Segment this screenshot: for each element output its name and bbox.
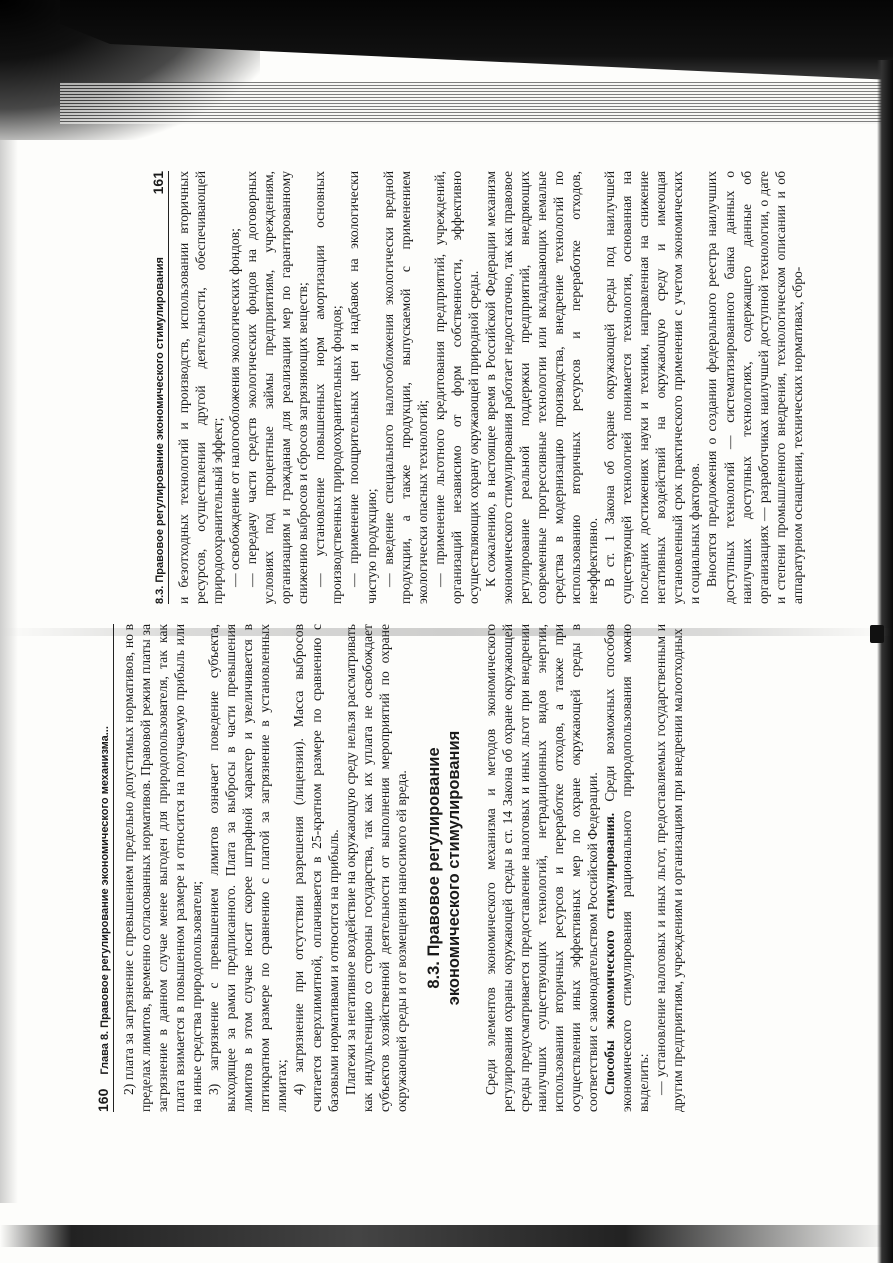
section-heading-line: 8.3. Правовое регулирование <box>424 747 443 989</box>
page-number-161: 161 <box>150 171 166 195</box>
section-running-title: 8.3. Правовое регулирование экономического стимулирования <box>154 257 166 604</box>
paragraph: 3) загрязнение с превышением лимитов означает поведение субъекта, выходящее за рамки предписанного. Плата за выбросы в части превышения лимитов в этом случае носит скорее штрафной характер и увеличивается в пятикратном размере по сравнению с платой за загрязнение в установленных лимитах; <box>206 624 290 1112</box>
paragraph: — применение льготного кредитования предприятий, учреждений, организаций независимо от форм собственности, эффективно осуществляющих охрану окружающей природной среды. <box>431 171 481 604</box>
chapter-running-title: Глава 8. Правовое регулирование экономического механизма... <box>99 726 111 1075</box>
paragraph: — установление повышенных норм амортизации основных производственных природоохранительных фондов; <box>312 171 345 604</box>
paragraph: 4) загрязнение при отсутствии разрешения (лицензии). Масса выбросов считается сверхлимитной, оплачивается в 25-кратном размере по сравнению с базовыми нормативами и относится на прибыль. <box>291 624 341 1112</box>
paragraph: — введение специального налогообложения экологически вредной продукции, а также продукции, выпускаемой с применением экологически опасных технологий; <box>380 171 430 604</box>
page-161 <box>150 171 806 604</box>
bold-lead-rest: Среди возможных способов экономического стимулирования рационального природопользования можно выделить: <box>602 624 652 1112</box>
paragraph: — применение поощрительных цен и надбавок на экологически чистую продукцию; <box>346 171 379 604</box>
page-160 <box>95 624 686 1112</box>
paragraph: — передачу части средств экологических фондов на договорных условиях под процентные займы предприятиям, учреждениям, организациям и гражданам для реализации мер по гарантированному снижению выбросов и сбросов загрязняющих веществ; <box>244 171 311 604</box>
page-160-header <box>95 624 114 1112</box>
scan-left-edge <box>0 140 18 1203</box>
scan-right-edge <box>877 60 893 1263</box>
paragraph: В ст. 1 Закона об охране окружающей среды под наилучшей существующей технологией понимается технология, основанная на последних достижениях науки и техники, направленная на снижение негативных воздействий на окружающую среду и имеющая установленный срок практического применения с учетом экономических и социальных факторов. <box>602 171 703 604</box>
section-heading-line: экономического стимулирования <box>444 730 463 1006</box>
paragraph: 2) плата за загрязнение с превышением предельно допустимых нормативов, но в пределах лимитов, временно согласованных нормативов. Правовой режим платы за загрязнение в данном случае менее выгоден для природопользователя, так как плата взимается в повышенном размере и относится на получаемую прибыль или на иные средства природопользователя; <box>121 624 205 1112</box>
paragraph-bold-lead <box>601 624 652 1112</box>
page-161-header <box>150 171 169 604</box>
bold-lead: Способы экономического стимулирования. <box>602 812 618 1095</box>
paragraph: — освобождение от налогообложения экологических фондов; <box>227 228 243 587</box>
paragraph: Среди элементов экономического механизма и методов экономического регулирования охраны окружающей среды в ст. 14 Закона об охране окружающей среды предусматривается предоставление налоговых и иных льгот при внедрении наилучших существующих технологий, нетрадиционных видов энергии, использовании вторичных ресурсов и переработке отходов, а также при осуществлении иных эффективных мер по охране окружающей среды в соответствии с законодательством Российской Федерации. <box>482 624 601 1112</box>
page-number-160: 160 <box>95 1088 111 1112</box>
paragraph: и безотходных технологий и производств, использовании вторичных ресурсов, осуществлении другой деятельности, обеспечивающей природоохранительный эффект; <box>176 171 226 604</box>
paragraph: К сожалению, в настоящее время в Российской Федерации механизм экономического стимулирования работает недостаточно, так как правовое регулирование реальной поддержки предприятий, внедряющих современные прогрессивные технологии или вкладывающих немалые средства в модернизацию производства, внедрение технологий по использованию вторичных ресурсов и переработке отходов, неэффективно. <box>482 171 601 604</box>
paragraph: Вносятся предложения о создании федерального реестра наилучших доступных технологий — систематизированного банка данных о наилучших доступных технологиях, содержащего данные об организациях — разработчиках наилучшей доступной технологии, о дате и степени промышленного внедрения, технологическом описании и об аппаратурном оснащении, технических нормативах, сбро- <box>704 171 805 604</box>
scan-bottom-shadow <box>0 1225 893 1247</box>
paragraph: Платежи за негативное воздействие на окружающую среду нельзя рассматривать как индульгенцию со стороны государства, так как их уплата не освобождает субъектов хозяйственной деятельности от выполнения мероприятий по охране окружающей среды и от возмещения наносимого ей вреда. <box>342 624 409 1112</box>
spine-mark <box>870 625 884 643</box>
paragraph: — установление налоговых и иных льгот, предоставляемых государственным и другим предприятиям, учреждениям и организациям при внедрении малоотходных <box>653 624 686 1112</box>
scan-page-edges <box>60 82 883 124</box>
section-heading <box>424 624 464 1112</box>
